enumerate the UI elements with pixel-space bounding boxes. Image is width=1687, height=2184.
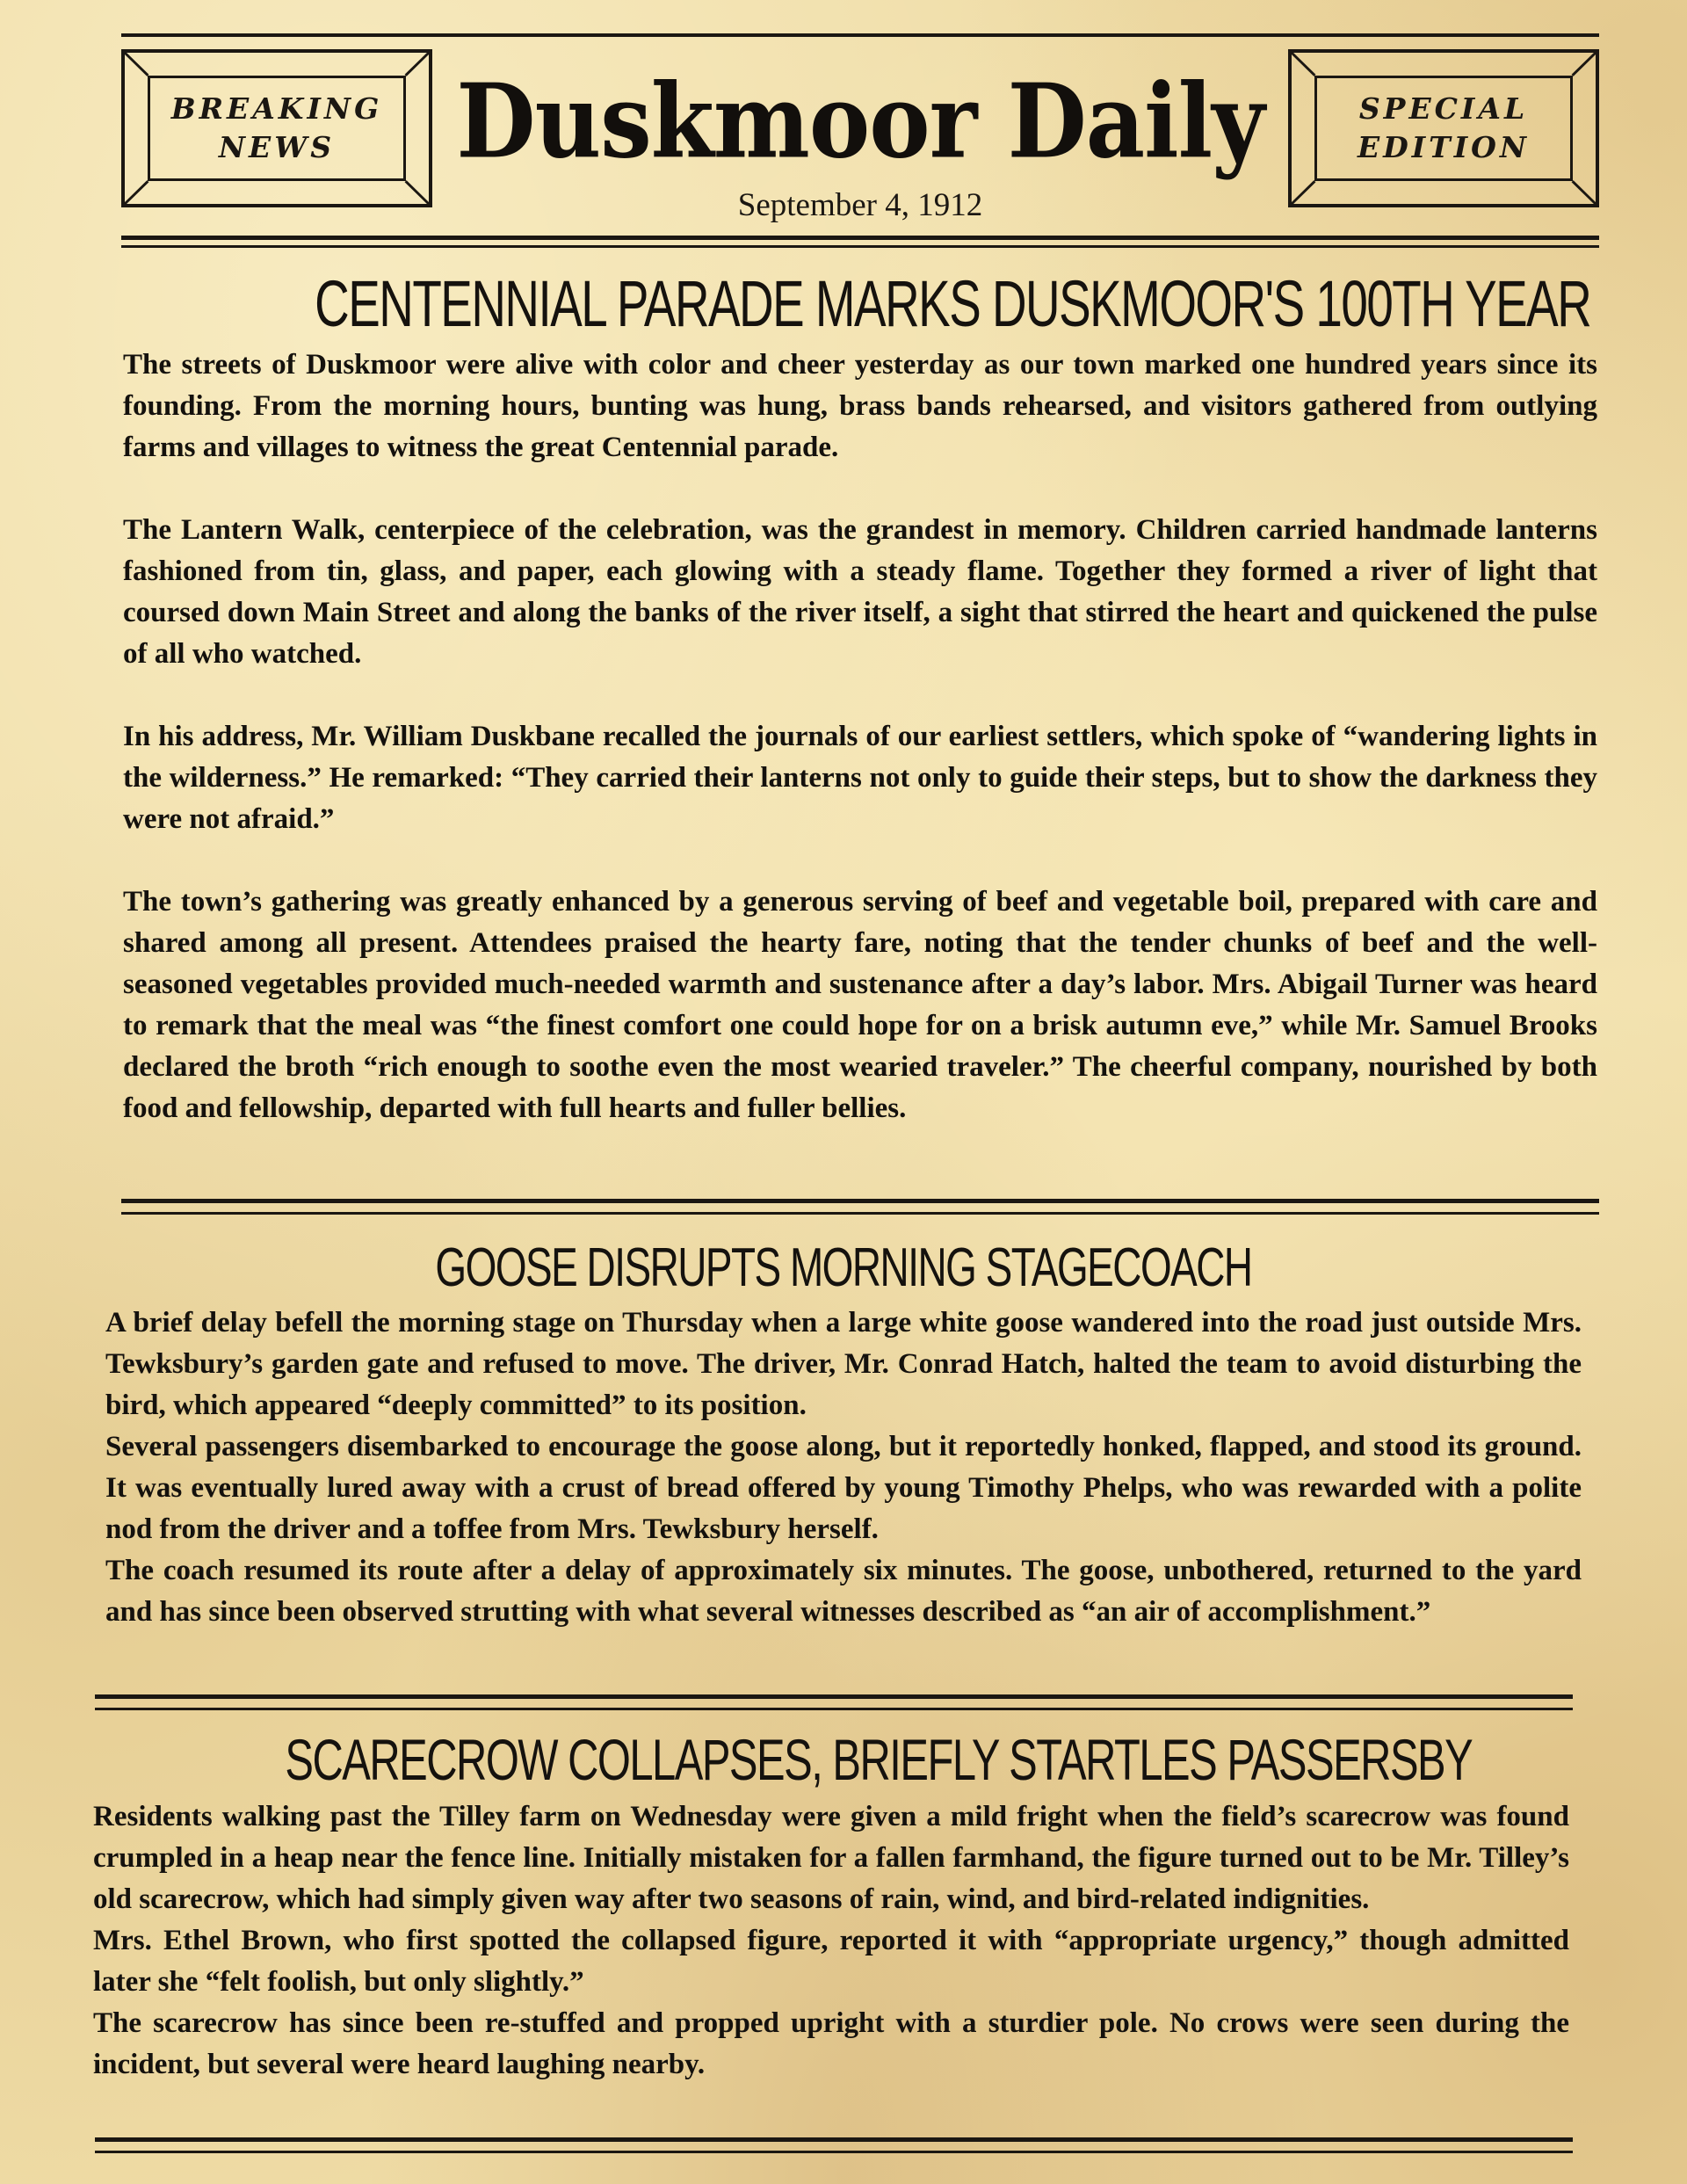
article-paragraph: Residents walking past the Tilley farm on Wednesday were given a mild fright when the field’s scarecrow was found crumpled in a heap near the fence line. Initially mistaken for a fallen farmhand, the figure turned out to be Mr. Tilley’s old scarecrow, which had simply given way after two seasons of rain, wind, and bird-related indignities. — [93, 1801, 1569, 1915]
breaking-news-label: BREAKING NEWS — [170, 91, 383, 164]
article-goose-stagecoach — [105, 1234, 1582, 1633]
article-scarecrow — [93, 1723, 1569, 2086]
article-paragraph: Several passengers disembarked to encourage the goose along, but it reportedly honked, flapped, and stood its ground. It was eventually lured away with a crust of bread offered by young Timothy Phelps, who was rewarded with a polite nod from the driver and a toffee from Mrs. Tewksbury herself. — [105, 1431, 1582, 1545]
article-paragraph: The scarecrow has since been re-stuffed and propped upright with a sturdier pole. No crows were seen during the incident, but several were heard laughing nearby. — [93, 2007, 1569, 2080]
article-paragraph: A brief delay befell the morning stage on Thursday when a large white goose wandered into the road just outside Mrs. Tewksbury’s garden gate and refused to move. The driver, Mr. Conrad Hatch, halted the team to avoid disturbing the bird, which appeared “deeply committed” to its position. — [105, 1307, 1582, 1421]
edition-date: September 4, 1912 — [737, 187, 983, 223]
article-headline: GOOSE DISRUPTS MORNING STAGECOACH — [435, 1237, 1252, 1298]
newspaper-title: Duskmoor Daily — [456, 60, 1264, 182]
article-paragraph: In his address, Mr. William Duskbane recalled the journals of our earliest settlers, which spoke of “wandering lights in the wilderness.” He remarked: “They carried their lanterns not only to guide their steps, but to show the darkness they were not afraid.” — [123, 721, 1597, 835]
section-divider — [121, 1199, 1599, 1215]
breaking-news-box — [121, 49, 432, 207]
masthead — [121, 33, 1599, 253]
article-headline: SCARECROW COLLAPSES, BRIEFLY STARTLES PASSERSBY — [285, 1727, 1473, 1792]
section-divider — [95, 2137, 1573, 2153]
article-paragraph: The town’s gathering was greatly enhanced by a generous serving of beef and vegetable boil, prepared with care and shared among all present. Attendees praised the hearty fare, noting that the tender chunks of beef and the well-seasoned vegetables provided much-needed warmth and sustenance after a day’s labor. Mrs. Abigail Turner was heard to remark that the meal was “the finest comfort one could hope for on a brisk autumn eve,” while Mr. Samuel Brooks declared the broth “rich enough to soothe even the most wearied traveler.” The cheerful company, nourished by both food and fellowship, departed with full hearts and fuller bellies. — [123, 886, 1597, 1124]
section-divider — [95, 1694, 1573, 1710]
breaking-news-inner — [148, 76, 406, 181]
article-paragraph: The coach resumed its route after a delay of approximately six minutes. The goose, unbothered, returned to the yard and has since been observed strutting with what several witnesses described as “an air of accomplishment.” — [105, 1555, 1582, 1628]
article-headline: CENTENNIAL PARADE MARKS DUSKMOOR'S 100TH YEAR — [315, 267, 1591, 340]
article-paragraph: Mrs. Ethel Brown, who first spotted the collapsed figure, reported it with “appropriate urgency,” though admitted later she “felt foolish, but only slightly.” — [93, 1925, 1569, 1998]
article-paragraph: The Lantern Walk, centerpiece of the celebration, was the grandest in memory. Children carried handmade lanterns fashioned from tin, glass, and paper, each glowing with a steady flame. Together they formed a river of light that coursed down Main Street and along the banks of the river itself, a sight that stirred the heart and quickened the pulse of all who watched. — [123, 514, 1597, 670]
masthead-top-rule — [121, 33, 1599, 37]
article-paragraph: The streets of Duskmoor were alive with color and cheer yesterday as our town marked one hundred years since its founding. From the morning hours, bunting was hung, brass bands rehearsed, and visitors gathered from outlying farms and villages to witness the great Centennial parade. — [123, 349, 1597, 463]
special-edition-box — [1288, 49, 1599, 207]
special-edition-label: SPECIAL EDITION — [1357, 91, 1531, 164]
special-edition-inner — [1314, 76, 1573, 181]
article-centennial-parade — [123, 264, 1597, 1129]
masthead-bottom-rule — [121, 236, 1599, 248]
